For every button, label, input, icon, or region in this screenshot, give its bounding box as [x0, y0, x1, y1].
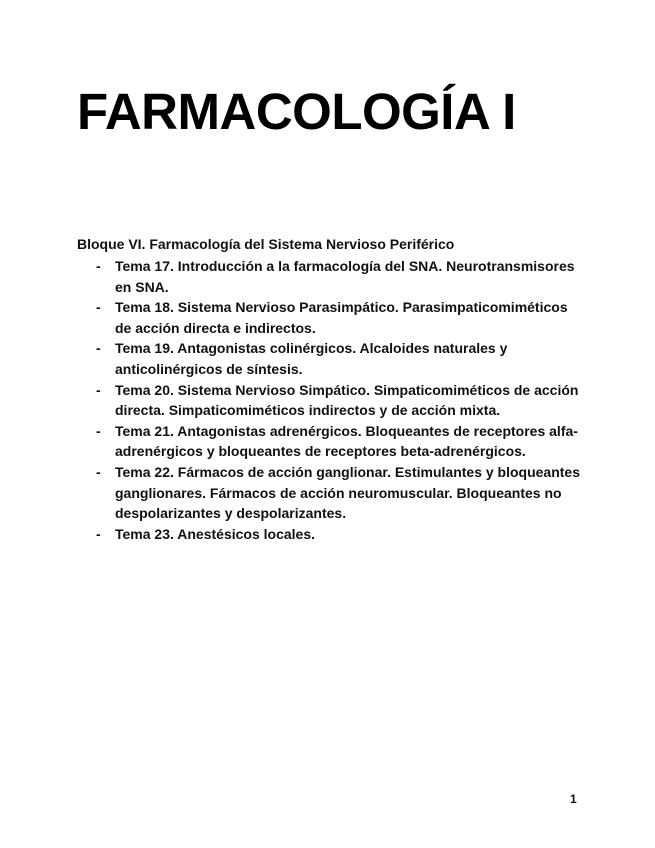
dash-bullet: - — [96, 299, 101, 316]
topic-item-21 — [77, 421, 587, 462]
dash-bullet: - — [96, 258, 101, 274]
dash-bullet: - — [96, 463, 101, 480]
topic-text: Tema 18. Sistema Nervioso Parasimpático. Parasimpaticomiméticos de acción directa e indirectos. — [115, 299, 568, 336]
dash-bullet: - — [96, 381, 101, 398]
block-section — [77, 235, 587, 544]
topic-item-23 — [77, 524, 587, 545]
topic-item-17 — [77, 256, 587, 297]
page-number: 1 — [570, 792, 577, 806]
topic-text: Tema 22. Fármacos de acción ganglionar. Estimulantes y bloqueantes ganglionares. Fármacos de acción neuromuscular. Bloqueantes no despolarizantes y despolarizantes. — [115, 463, 581, 522]
dash-bullet: - — [96, 525, 101, 542]
dash-bullet: - — [96, 422, 101, 439]
document-title: FARMACOLOGÍA I — [77, 83, 516, 140]
block-heading: Bloque VI. Farmacología del Sistema Nervioso Periférico — [77, 236, 455, 252]
topic-text: Tema 21. Antagonistas adrenérgicos. Bloqueantes de receptores alfa-adrenérgicos y bloqueantes de receptores beta-adrenérgicos. — [115, 422, 578, 460]
topic-item-19 — [77, 338, 587, 379]
dash-bullet: - — [96, 340, 101, 357]
topic-text: Tema 20. Sistema Nervioso Simpático. Simpaticomiméticos de acción directa. Simpaticomiméticos indirectos y de acción mixta. — [115, 381, 579, 419]
topic-item-22 — [77, 462, 587, 524]
topic-text: Tema 19. Antagonistas colinérgicos. Alcaloides naturales y anticolinérgicos de síntesis. — [115, 340, 508, 377]
topic-text: Tema 23. Anestésicos locales. — [115, 525, 315, 542]
topic-item-20 — [77, 380, 587, 421]
topic-list — [77, 256, 587, 544]
topic-text: Tema 17. Introducción a la farmacología del SNA. Neurotransmisores en SNA. — [115, 258, 575, 295]
topic-item-18 — [77, 297, 587, 338]
